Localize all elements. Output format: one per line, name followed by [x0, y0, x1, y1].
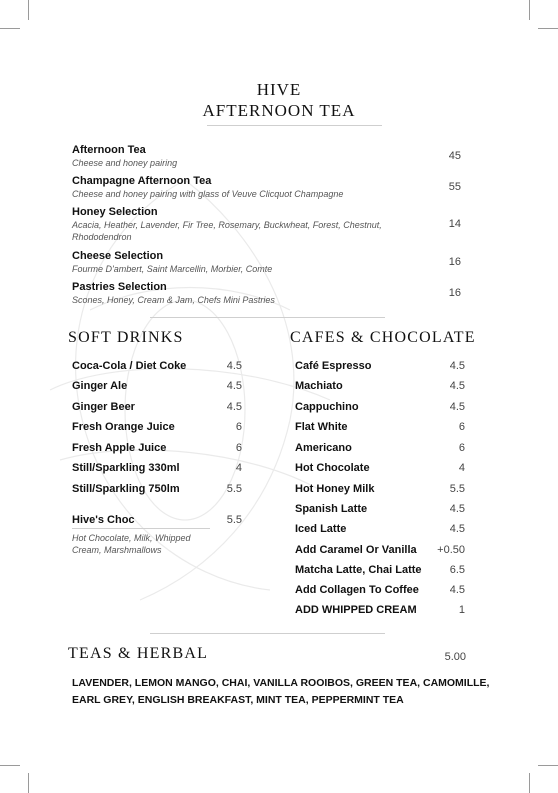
- cafe-item-name: Cappuchino: [295, 401, 359, 413]
- tea-item-desc: Fourme D'ambert, Saint Marcellin, Morbier, Comte: [72, 264, 273, 274]
- soft-drink-name: Still/Sparkling 750lm: [72, 483, 180, 495]
- crop-mark: [529, 0, 530, 20]
- cafe-item-price: 4.5: [449, 584, 465, 596]
- title-line-2: AFTERNOON TEA: [202, 101, 356, 120]
- soft-drink-price: 6: [235, 421, 242, 433]
- crop-mark: [28, 0, 29, 20]
- cafe-item-name: Add Caramel Or Vanilla: [295, 544, 417, 556]
- crop-mark: [28, 773, 29, 793]
- cafe-item-name: Spanish Latte: [295, 503, 368, 515]
- tea-item-price: 45: [448, 150, 461, 162]
- cafe-item-price: 6.5: [449, 564, 465, 576]
- cafe-item-price: 4: [458, 462, 465, 474]
- soft-drink-price: 4.5: [226, 360, 242, 372]
- tea-item-desc: Acacia, Heather, Lavender, Fir Tree, Rosemary, Buckwheat, Forest, Chestnut, Rhododendron: [72, 220, 382, 242]
- cafe-item-price: 6: [458, 421, 465, 433]
- tea-item-name: Champagne Afternoon Tea: [72, 175, 212, 187]
- cafe-item-name: Iced Latte: [295, 523, 347, 535]
- cafe-item-price: 4.5: [449, 360, 465, 372]
- tea-item-name: Pastries Selection: [72, 281, 167, 293]
- cafe-item-name: ADD WHIPPED CREAM: [295, 604, 417, 616]
- cafe-item-name: Hot Honey Milk: [295, 483, 375, 495]
- title-line-1: HIVE: [256, 80, 302, 99]
- hives-choc-desc: Hot Chocolate, Milk, Whipped Cream, Marshmallows: [72, 533, 191, 555]
- section-divider: [150, 317, 385, 318]
- soft-drink-price: 4.5: [226, 380, 242, 392]
- crop-mark: [538, 28, 558, 29]
- cafe-item-price: 4.5: [449, 401, 465, 413]
- cafe-item-name: Americano: [295, 442, 352, 454]
- tea-item-name: Cheese Selection: [72, 250, 164, 262]
- cafe-item-price: 4.5: [449, 380, 465, 392]
- teas-price: 5.00: [444, 651, 466, 663]
- cafe-item-name: Café Espresso: [295, 360, 372, 372]
- soft-drink-price: 5.5: [226, 483, 242, 495]
- hives-choc-name: Hive's Choc: [72, 514, 135, 526]
- section-divider: [150, 633, 385, 634]
- tea-item-name: Afternoon Tea: [72, 144, 146, 156]
- hives-choc-price: 5.5: [226, 514, 242, 526]
- crop-mark: [0, 28, 20, 29]
- tea-item-desc: Cheese and honey pairing with glass of Veuve Clicquot Champagne: [72, 189, 344, 199]
- tea-item-price: 16: [448, 287, 461, 299]
- soft-drink-price: 4: [235, 462, 242, 474]
- crop-mark: [0, 765, 20, 766]
- tea-item: [72, 249, 462, 275]
- tea-item-desc: Cheese and honey pairing: [72, 158, 178, 168]
- cafe-item-name: Machiato: [295, 380, 343, 392]
- page-title: [0, 79, 558, 121]
- soft-drink-name: Ginger Beer: [72, 401, 135, 413]
- soft-drinks-heading: SOFT DRINKS: [68, 329, 184, 346]
- soft-drink-name: Fresh Orange Juice: [72, 421, 175, 433]
- soft-drink-name: Ginger Ale: [72, 380, 128, 392]
- soft-drink-price: 4.5: [226, 401, 242, 413]
- cafes-heading: CAFES & CHOCOLATE: [290, 329, 476, 346]
- soft-drink-name: Still/Sparkling 330ml: [72, 462, 180, 474]
- tea-item-name: Honey Selection: [72, 206, 158, 218]
- title-divider: [207, 125, 382, 126]
- cafe-item-name: Add Collagen To Coffee: [295, 584, 419, 596]
- cafe-item-price: 6: [458, 442, 465, 454]
- crop-mark: [529, 773, 530, 793]
- cafe-item-price: 4.5: [449, 503, 465, 515]
- tea-item: [72, 143, 462, 169]
- cafe-item-price: +0.50: [437, 544, 465, 556]
- cafe-item-price: 4.5: [449, 523, 465, 535]
- tea-item: [72, 280, 462, 306]
- tea-item-desc: Scones, Honey, Cream & Jam, Chefs Mini Pastries: [72, 295, 275, 305]
- cafe-item-name: Matcha Latte, Chai Latte: [295, 564, 422, 576]
- tea-item: [72, 174, 462, 200]
- tea-item: [72, 205, 402, 243]
- cafe-item-price: 1: [458, 604, 465, 616]
- soft-drink-name: Coca-Cola / Diet Coke: [72, 360, 187, 372]
- cafe-item-price: 5.5: [449, 483, 465, 495]
- cafe-item-name: Hot Chocolate: [295, 462, 370, 474]
- teas-list: LAVENDER, LEMON MANGO, CHAI, VANILLA ROOIBOS, GREEN TEA, CAMOMILLE, EARL GREY, ENGLISH BREAKFAST, MINT TEA, PEPPERMINT TEA: [72, 677, 490, 706]
- soft-drink-price: 6: [235, 442, 242, 454]
- tea-item-price: 55: [448, 181, 461, 193]
- tea-item-price: 16: [448, 256, 461, 268]
- soft-drink-name: Fresh Apple Juice: [72, 442, 167, 454]
- teas-heading: TEAS & HERBAL: [68, 645, 209, 662]
- crop-mark: [538, 765, 558, 766]
- choc-divider: [72, 528, 210, 529]
- cafe-item-name: Flat White: [295, 421, 348, 433]
- tea-item-price: 14: [448, 218, 461, 230]
